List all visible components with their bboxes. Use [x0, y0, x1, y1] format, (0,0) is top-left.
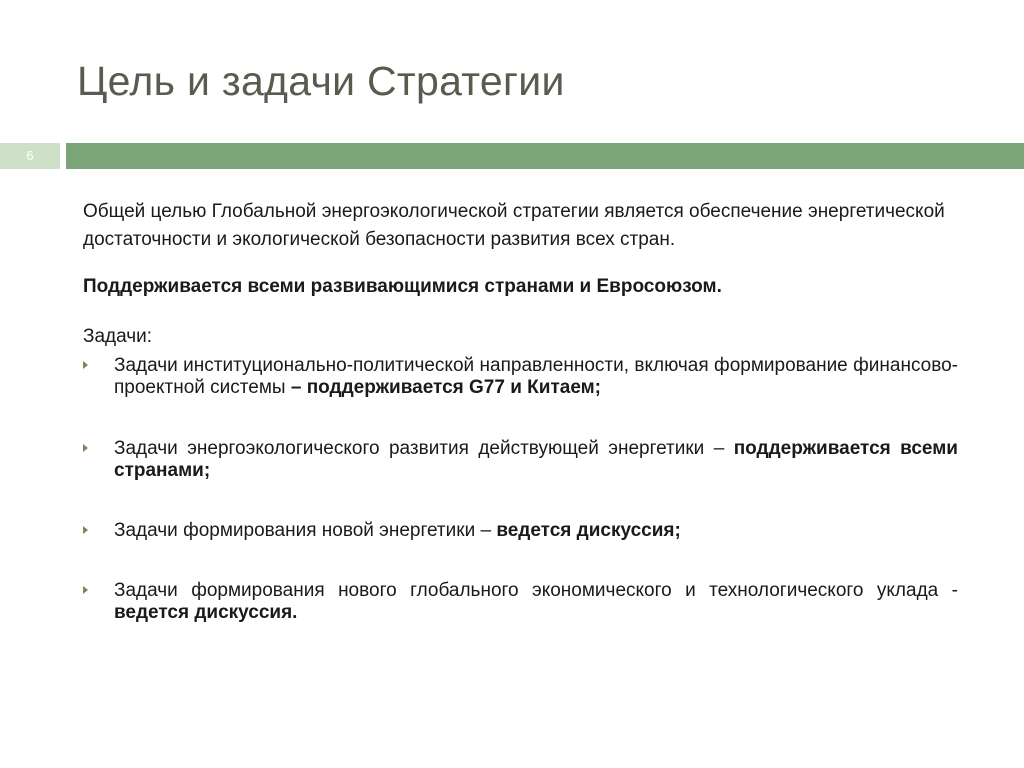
slide-number: 6: [26, 148, 34, 163]
list-item: [83, 438, 958, 482]
triangle-bullet-icon: [83, 444, 88, 452]
task-text: Задачи формирования нового глобального экономического и технологического уклада -: [114, 580, 958, 601]
task-text: Задачи энергоэкологического развития действующей энергетики –: [114, 438, 734, 459]
slide-title: Цель и задачи Стратегии: [77, 58, 565, 104]
support-statement: Поддерживается всеми развивающимися странами и Евросоюзом.: [83, 276, 722, 297]
slide-body: [83, 198, 958, 624]
task-status: поддерживается всеми странами;: [114, 438, 958, 481]
tasks-heading: Задачи:: [83, 326, 153, 347]
triangle-bullet-icon: [83, 526, 88, 534]
list-item: [83, 580, 958, 624]
task-status: ведется дискуссия.: [114, 602, 298, 623]
goal-paragraph: Общей целью Глобальной энергоэкологической стратегии является обеспечение энергетической достаточности и экологической безопасности развития всех стран.: [83, 201, 945, 250]
task-status: ведется дискуссия;: [496, 520, 681, 541]
list-item: [83, 355, 958, 399]
title-accent-bar: [66, 143, 1024, 169]
triangle-bullet-icon: [83, 586, 88, 594]
task-text: Задачи формирования новой энергетики –: [114, 520, 497, 541]
task-text: Задачи институционально-политической направленности, включая формирование финансово-проектной системы: [114, 355, 958, 398]
list-item: [83, 520, 958, 542]
task-status: – поддерживается G77 и Китаем;: [290, 377, 602, 398]
task-list: [83, 355, 958, 624]
triangle-bullet-icon: [83, 361, 88, 369]
